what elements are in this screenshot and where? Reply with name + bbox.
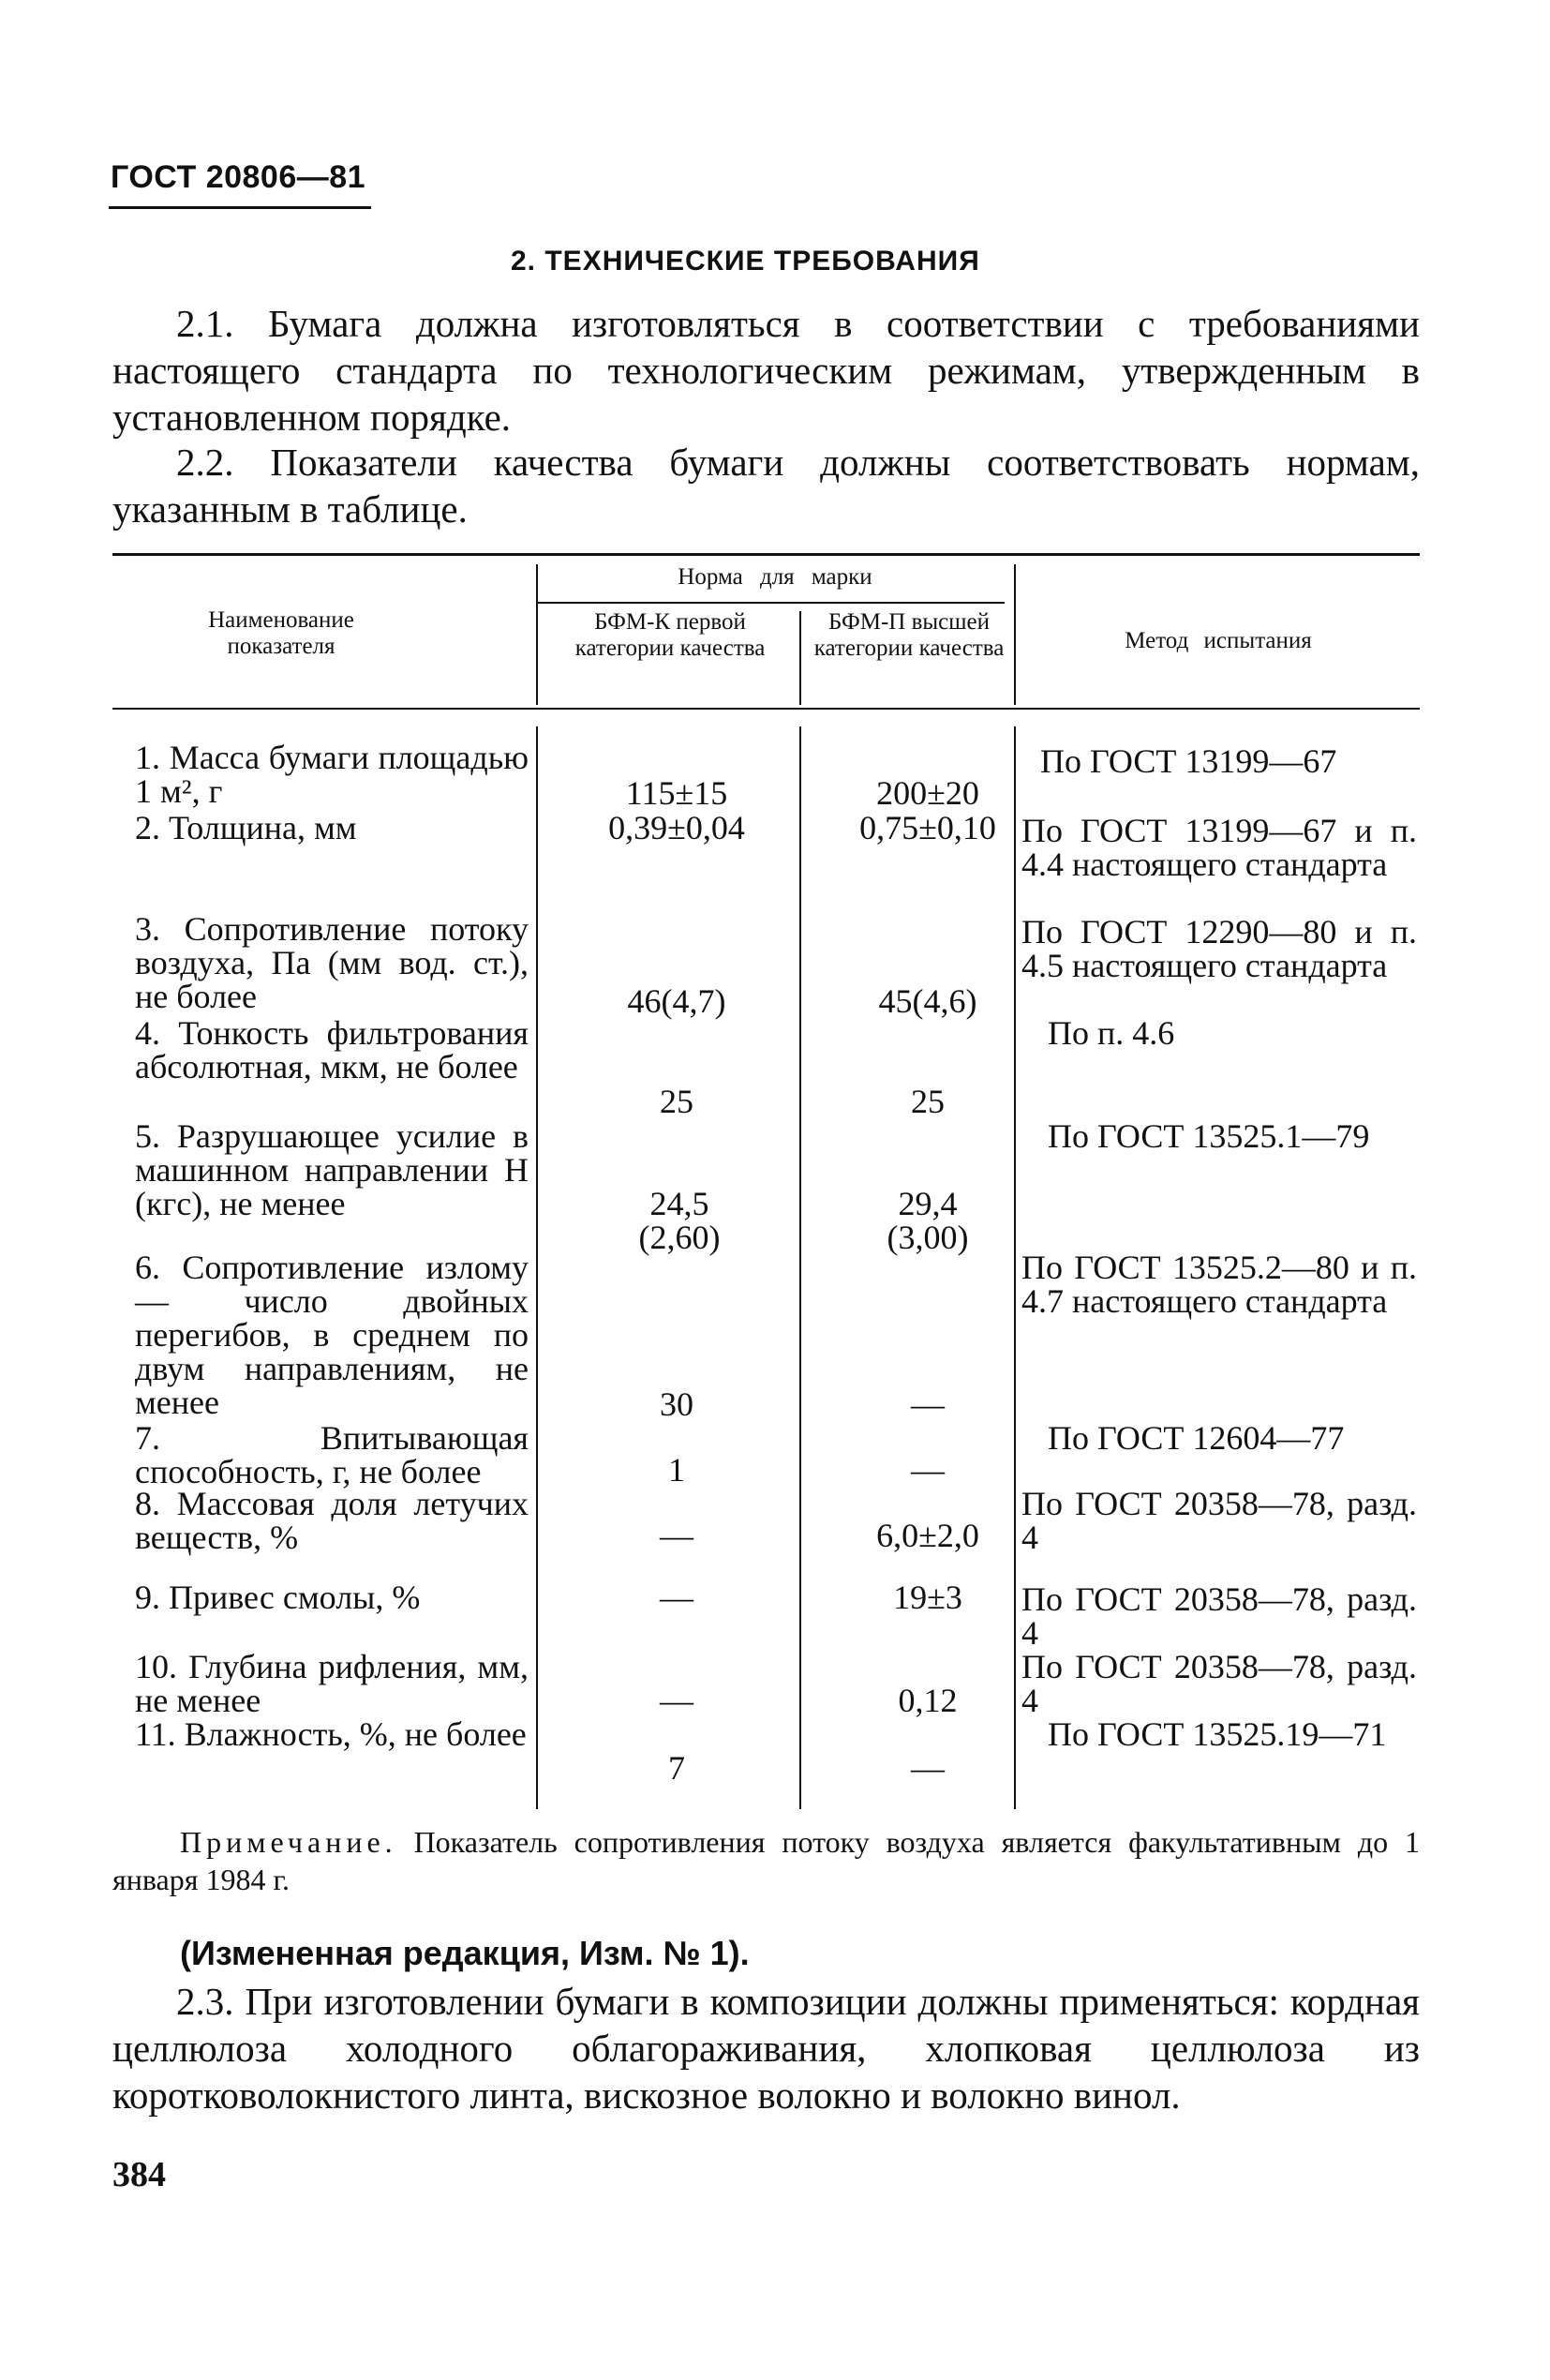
row-2-name: 2. Толщина, мм [135,809,357,846]
row-6-bfm-p: — [911,1385,945,1423]
row-1-bfm-k: 115±15 [625,774,728,812]
row-1-bfm-p: 200±20 [876,774,979,812]
header-norm: Норма для марки [678,564,872,590]
row-4-method: По п. 4.6 [1048,1014,1175,1052]
table-top-rule [112,553,1420,556]
row-1-method: По ГОСТ 13199—67 [1040,742,1337,780]
row-9-method: По ГОСТ 20358—78, разд. 4 [1021,1580,1417,1652]
row-10-bfm-p: 0,12 [898,1682,958,1719]
row-11-method: По ГОСТ 13525.19—71 [1048,1715,1387,1753]
row-10-method: По ГОСТ 20358—78, разд. 4 [1021,1648,1417,1719]
page-number: 384 [112,2155,166,2194]
document-code: ГОСТ 20806—81 [111,159,366,195]
row-11-name: 11. Влажность, %, не более [135,1715,527,1753]
row-8-bfm-p: 6,0±2,0 [876,1517,979,1554]
row-11-bfm-p: — [911,1749,945,1787]
quality-table [112,553,1420,1819]
header-bfm-p: БФМ-П высшей категории качества [813,609,1005,661]
row-3-method: По ГОСТ 12290—80 и п. 4.5 настоящего стандарта [1021,913,1417,984]
row-5-method: По ГОСТ 13525.1—79 [1048,1117,1370,1155]
row-4-bfm-p: 25 [911,1083,945,1120]
row-8-name: 8. Массовая доля летучих веществ, % [135,1485,529,1556]
section-title: 2. ТЕХНИЧЕСКИЕ ТРЕБОВАНИЯ [511,246,980,277]
row-3-bfm-k: 46(4,7) [627,982,726,1020]
row-4-bfm-k: 25 [660,1083,693,1120]
paragraph-2-3 [112,1978,1420,2118]
row-4-name: 4. Тонкость фильтрования абсолютная, мкм, не более [135,1014,529,1085]
table-note [112,1823,1420,1898]
col-divider-3-body [1014,726,1016,1809]
row-11-bfm-k: 7 [668,1749,685,1787]
row-6-bfm-k: 30 [660,1385,693,1423]
paragraph-2-2-text: 2.2. Показатели качества бумаги должны соответствовать нормам, указанным в таблице. [112,441,1420,531]
row-6-name: 6. Сопротивление излому — число двойных перегибов, в среднем по двум направлениям, не менее [135,1249,529,1421]
row-8-bfm-k: — [660,1517,693,1554]
col-divider-1-body [536,726,538,1809]
note-label: Примечание. [180,1825,397,1859]
row-3-name: 3. Сопротивление потоку воздуха, Па (мм вод. ст.), не более [135,910,529,1015]
row-5-bfm-p: 29,4 (3,00) [887,1185,969,1256]
header-bfm-k: БФМ-К первой категории качества [574,609,766,661]
row-5-name: 5. Разрушающее усилие в машинном направлении Н (кгс), не менее [135,1117,529,1222]
header-method: Метод испытания [1125,628,1312,653]
row-9-bfm-p: 19±3 [893,1579,962,1616]
row-7-name: 7. Впитывающая способность, г, не более [135,1419,529,1490]
paragraph-2-3-text: 2.3. При изготовлении бумаги в композиции должны применяться: кордная целлюлоза холодного облагораживания, хлопковая целлюлоза из коротковолокнистого линта, вискозное волокно и волокно винол. [112,1980,1420,2117]
row-10-name: 10. Глубина рифления, мм, не менее [135,1648,529,1719]
row-9-bfm-k: — [660,1579,693,1616]
col-divider-3 [1014,564,1016,705]
row-5-bfm-k: 24,5 (2,60) [638,1185,721,1256]
note-text: Показатель сопротивления потоку воздуха является факультативным до 1 января 1984 г. [112,1825,1421,1896]
header-rule [109,206,371,209]
row-1-name: 1. Масса бумаги площадью 1 м², г [135,739,529,810]
row-7-bfm-p: — [911,1451,945,1489]
row-9-name: 9. Привес смолы, % [135,1579,421,1616]
row-2-bfm-k: 0,39±0,04 [608,809,745,846]
col-divider-2 [799,611,801,705]
row-10-bfm-k: — [660,1682,693,1719]
paragraph-2-1 [112,300,1420,441]
amendment-note: (Измененная редакция, Изм. № 1). [180,1934,750,1972]
row-2-bfm-p: 0,75±0,10 [859,809,996,846]
header-name: Наименование показателя [208,607,354,659]
row-2-method: По ГОСТ 13199—67 и п. 4.4 настоящего стандарта [1021,812,1417,883]
row-3-bfm-p: 45(4,6) [878,982,977,1020]
paragraph-2-1-text: 2.1. Бумага должна изготовляться в соответствии с требованиями настоящего стандарта по технологическим режимам, утвержденным в установленном порядке. [112,302,1420,439]
paragraph-2-2 [112,439,1420,532]
row-7-bfm-k: 1 [668,1451,685,1489]
row-7-method: По ГОСТ 12604—77 [1048,1419,1345,1457]
row-6-method: По ГОСТ 13525.2—80 и п. 4.7 настоящего стандарта [1021,1249,1417,1320]
table-header-rule [112,708,1420,710]
row-8-method: По ГОСТ 20358—78, разд. 4 [1021,1485,1417,1556]
norm-subheader-rule [536,602,1005,604]
col-divider-2-body [799,726,801,1809]
